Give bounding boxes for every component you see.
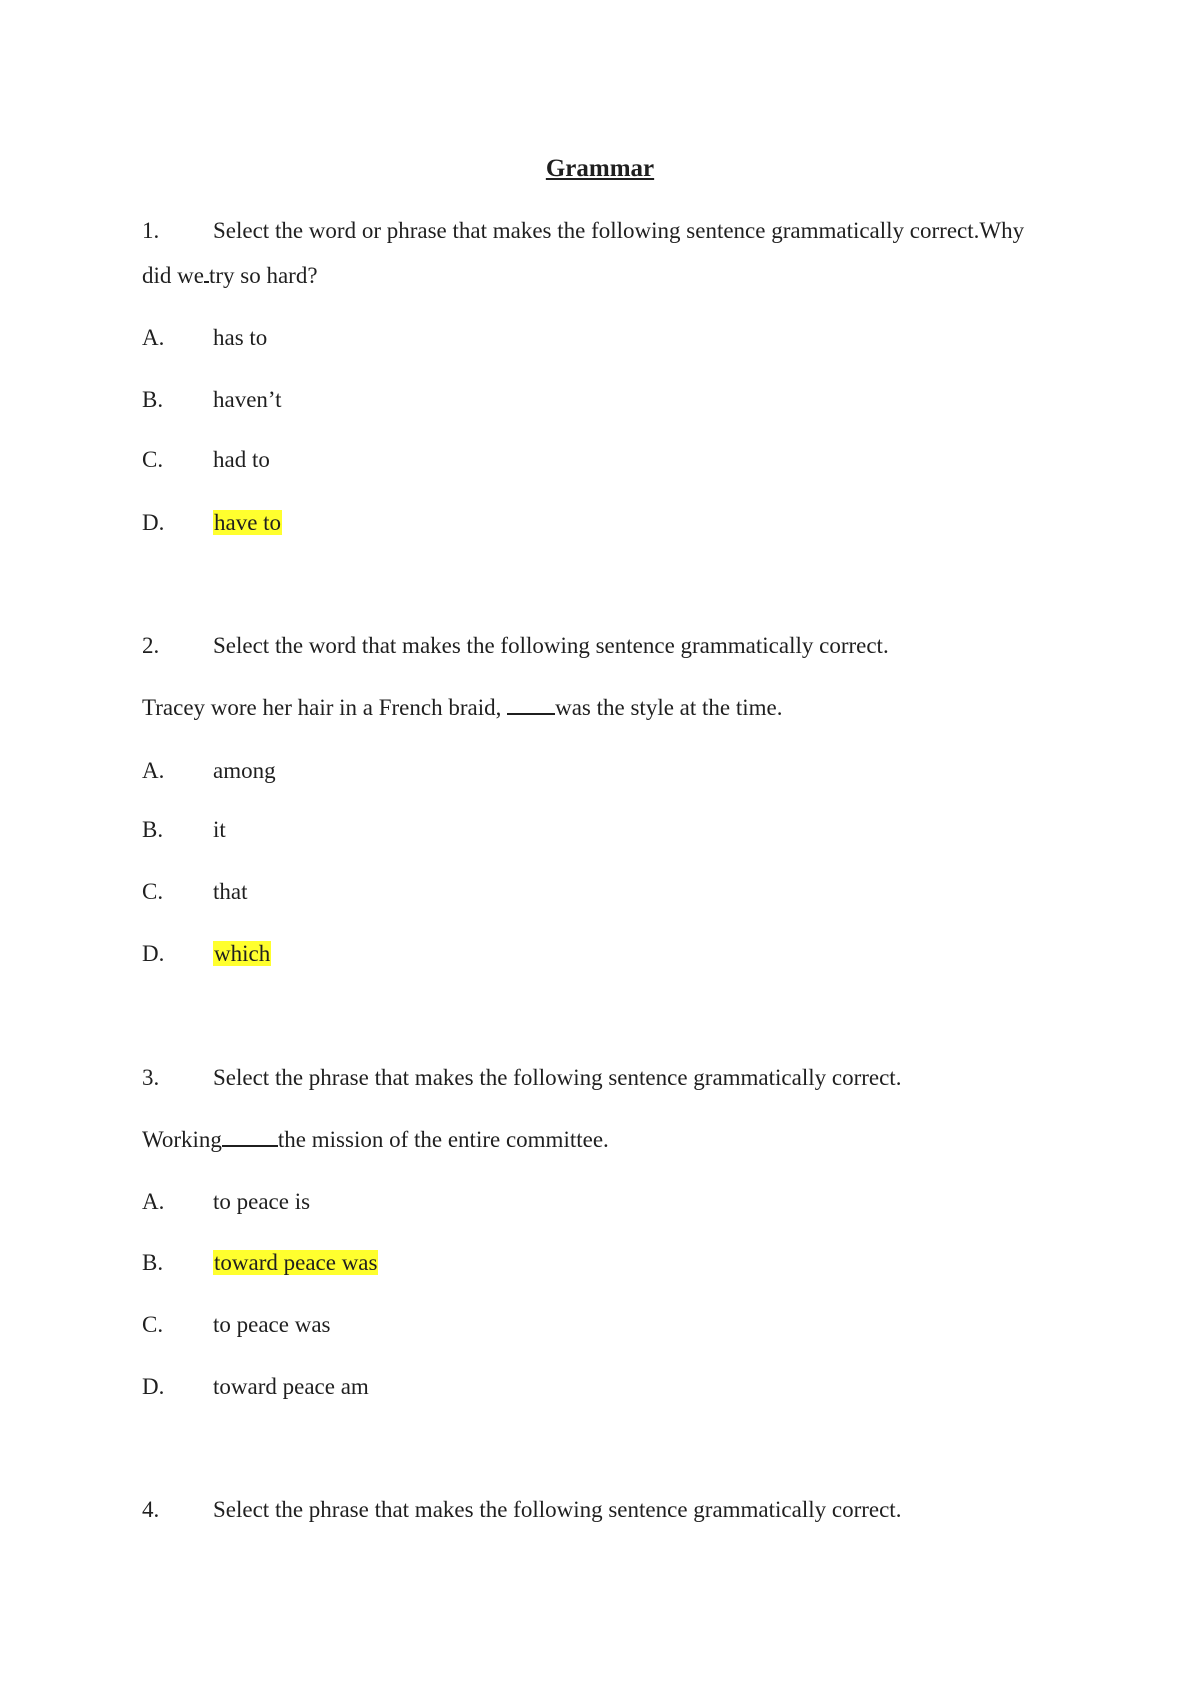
option-letter: D.: [142, 941, 165, 966]
answer-blank: [222, 1125, 278, 1147]
sentence-part: the mission of the entire committee.: [277, 1127, 609, 1152]
option-text: it: [213, 817, 226, 842]
option-letter: A.: [142, 758, 165, 783]
option-letter: C.: [142, 879, 164, 904]
option-letter: A.: [142, 325, 165, 350]
sentence-part: was the style at the time.: [555, 695, 783, 720]
question-sentence: [142, 693, 783, 723]
option-text: among: [213, 758, 276, 783]
question-number: 3.: [142, 1065, 160, 1090]
option-text: had to: [213, 447, 270, 472]
option-letter: D.: [142, 510, 165, 535]
question-prompt: Select the phrase that makes the following sentence grammatically correct.: [213, 1065, 902, 1090]
question-prompt: Select the word or phrase that makes the following sentence grammatically correct.Why: [213, 218, 1025, 243]
option-letter: B.: [142, 387, 164, 412]
question-prompt: Select the word that makes the following sentence grammatically correct.: [213, 633, 889, 658]
question-prompt-continued: [142, 261, 318, 291]
option-letter: C.: [142, 1312, 164, 1337]
option-letter: C.: [142, 447, 164, 472]
answer-blank: [507, 693, 555, 715]
option-text: toward peace am: [213, 1374, 369, 1399]
option-text: has to: [213, 325, 268, 350]
option-text: haven’t: [213, 387, 282, 412]
option-letter: D.: [142, 1374, 165, 1399]
highlighted-answer: toward peace was: [214, 1250, 378, 1275]
question-number: 2.: [142, 633, 160, 658]
option-text: to peace was: [213, 1312, 331, 1337]
question-prompt: Select the phrase that makes the following sentence grammatically correct.: [213, 1497, 902, 1522]
page-title: Grammar: [545, 155, 655, 182]
sentence-part: Tracey wore her hair in a French braid,: [142, 695, 508, 720]
option-text-highlighted: [213, 508, 282, 538]
highlighted-answer: which: [214, 941, 271, 966]
option-text-highlighted: [213, 939, 271, 969]
option-text-highlighted: [213, 1248, 378, 1278]
prompt-text-part: did we: [142, 263, 204, 288]
question-sentence: [142, 1125, 609, 1155]
question-number: 4.: [142, 1497, 160, 1522]
option-letter: A.: [142, 1189, 165, 1214]
option-text: to peace is: [213, 1189, 311, 1214]
question-number: 1.: [142, 218, 160, 243]
option-text: that: [213, 879, 248, 904]
highlighted-answer: have to: [214, 510, 282, 535]
prompt-text-part: try so hard?: [208, 263, 318, 288]
option-letter: B.: [142, 1250, 164, 1275]
sentence-part: Working: [142, 1127, 222, 1152]
option-letter: B.: [142, 817, 164, 842]
